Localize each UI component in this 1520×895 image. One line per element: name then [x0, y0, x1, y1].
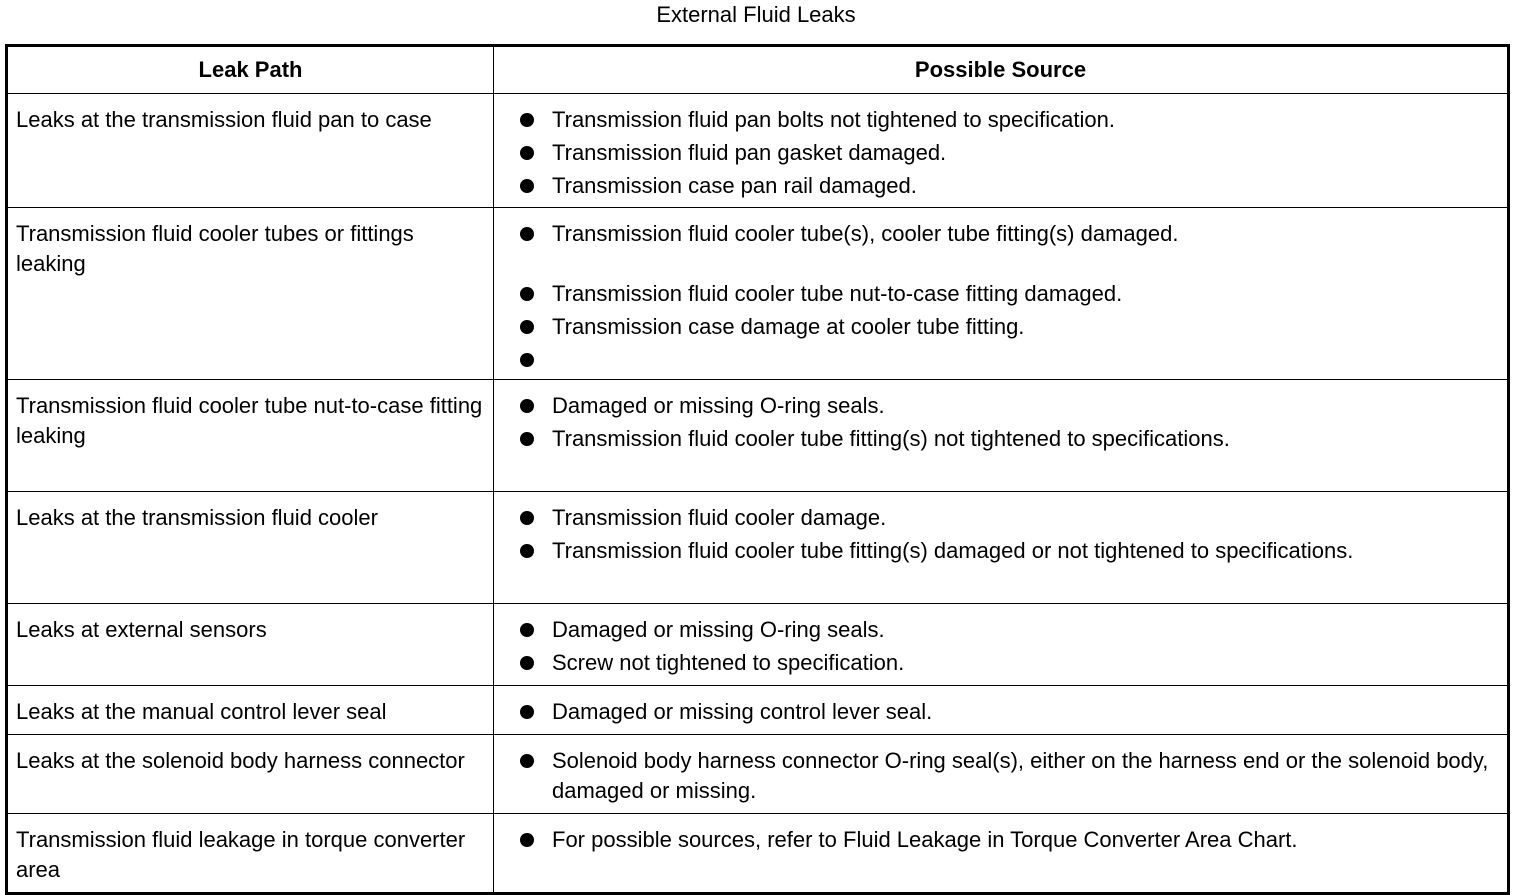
- source-text: Transmission fluid cooler tube(s), cooler tube fitting(s) damaged.: [552, 221, 1179, 246]
- leak-path-cell: Transmission fluid cooler tubes or fittings leaking: [7, 208, 494, 380]
- source-item: [504, 424, 1499, 454]
- bullet-icon: [520, 833, 534, 847]
- source-item: [504, 219, 1499, 249]
- bullet-icon: [520, 320, 534, 334]
- bullet-icon: [520, 353, 534, 367]
- leak-path-cell: Transmission fluid cooler tube nut-to-case fitting leaking: [7, 380, 494, 492]
- source-text: Damaged or missing control lever seal.: [552, 699, 933, 724]
- source-item: [504, 697, 1499, 727]
- leak-path-cell: Leaks at external sensors: [7, 604, 494, 686]
- source-text: Transmission case pan rail damaged.: [552, 173, 917, 198]
- bullet-icon: [520, 623, 534, 637]
- table-header-row: [7, 46, 1509, 94]
- table-row: [7, 208, 1509, 380]
- possible-source-cell: [494, 492, 1509, 604]
- source-text: Screw not tightened to specification.: [552, 650, 905, 675]
- source-text: Transmission fluid cooler tube fitting(s) damaged or not tightened to specifications.: [552, 538, 1354, 563]
- table-row: [7, 380, 1509, 492]
- source-item: [504, 648, 1499, 678]
- leak-path-cell: Leaks at the transmission fluid cooler: [7, 492, 494, 604]
- source-list: [504, 697, 1499, 727]
- bullet-icon: [520, 432, 534, 446]
- source-item: [504, 138, 1499, 168]
- source-list: [504, 503, 1499, 566]
- header-leak-path: Leak Path: [7, 46, 494, 94]
- bullet-icon: [520, 656, 534, 670]
- source-item: [504, 615, 1499, 645]
- bullet-icon: [520, 754, 534, 768]
- source-item: [504, 345, 1499, 375]
- source-list: [504, 105, 1499, 201]
- table-row: [7, 492, 1509, 604]
- table-row: [7, 604, 1509, 686]
- table-row: [7, 686, 1509, 735]
- source-text: Transmission case damage at cooler tube fitting.: [552, 314, 1025, 339]
- source-text: Damaged or missing O-ring seals.: [552, 617, 885, 642]
- source-list: [504, 825, 1499, 855]
- table-row: [7, 94, 1509, 208]
- leak-path-cell: Leaks at the solenoid body harness connector: [7, 735, 494, 814]
- page-title: External Fluid Leaks: [656, 2, 856, 27]
- leak-path-cell: Transmission fluid leakage in torque converter area: [7, 814, 494, 894]
- source-list: [504, 746, 1499, 806]
- bullet-icon: [520, 399, 534, 413]
- source-list: [504, 219, 1499, 375]
- possible-source-cell: [494, 208, 1509, 380]
- leak-path-cell: Leaks at the manual control lever seal: [7, 686, 494, 735]
- source-text: Transmission fluid cooler damage.: [552, 505, 887, 530]
- source-text: For possible sources, refer to Fluid Leakage in Torque Converter Area Chart.: [552, 827, 1298, 852]
- bullet-icon: [520, 179, 534, 193]
- header-possible-source: Possible Source: [494, 46, 1509, 94]
- bullet-icon: [520, 287, 534, 301]
- possible-source-cell: [494, 735, 1509, 814]
- bullet-icon: [520, 146, 534, 160]
- source-item: [504, 503, 1499, 533]
- source-item: [504, 171, 1499, 201]
- source-text: Solenoid body harness connector O-ring seal(s), either on the harness end or the solenoid body, damaged or missing.: [552, 748, 1489, 803]
- possible-source-cell: [494, 94, 1509, 208]
- table-row: [7, 735, 1509, 814]
- source-item: [504, 536, 1499, 566]
- source-list: [504, 615, 1499, 678]
- bullet-icon: [520, 113, 534, 127]
- table-row: [7, 814, 1509, 894]
- possible-source-cell: [494, 380, 1509, 492]
- source-item: [504, 391, 1499, 421]
- possible-source-cell: [494, 814, 1509, 894]
- source-item: [504, 312, 1499, 342]
- source-list: [504, 391, 1499, 454]
- possible-source-cell: [494, 604, 1509, 686]
- source-item: [504, 746, 1499, 806]
- bullet-icon: [520, 227, 534, 241]
- source-text: Damaged or missing O-ring seals.: [552, 393, 885, 418]
- external-fluid-leaks-table: [5, 44, 1510, 895]
- source-text: Transmission fluid pan bolts not tightened to specification.: [552, 107, 1115, 132]
- source-text: Transmission fluid pan gasket damaged.: [552, 140, 947, 165]
- leak-path-cell: Leaks at the transmission fluid pan to case: [7, 94, 494, 208]
- bullet-icon: [520, 544, 534, 558]
- source-item: [504, 279, 1499, 309]
- source-text: Transmission fluid cooler tube nut-to-case fitting damaged.: [552, 281, 1123, 306]
- source-item: [504, 105, 1499, 135]
- source-item: [504, 825, 1499, 855]
- source-text: Transmission fluid cooler tube fitting(s) not tightened to specifications.: [552, 426, 1230, 451]
- bullet-icon: [520, 511, 534, 525]
- bullet-icon: [520, 705, 534, 719]
- possible-source-cell: [494, 686, 1509, 735]
